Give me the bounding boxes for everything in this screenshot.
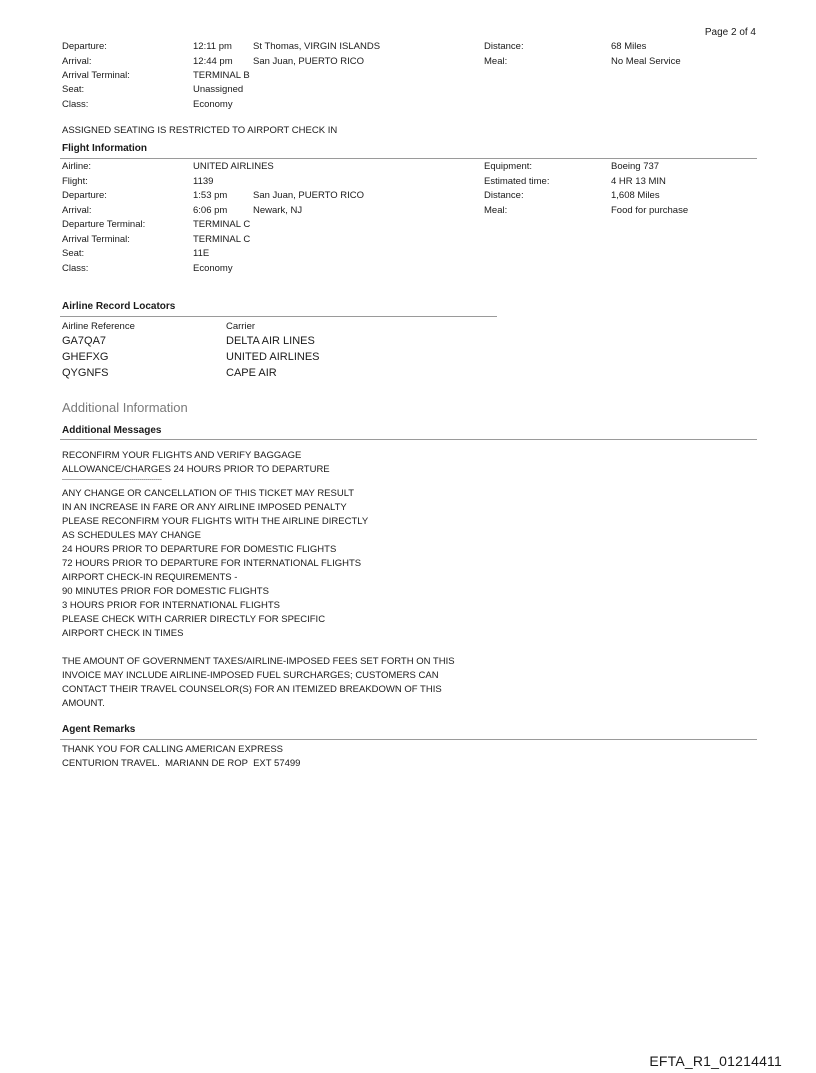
row-value: TERMINAL C <box>193 234 251 245</box>
row-place: San Juan, PUERTO RICO <box>253 190 365 201</box>
row-label: Arrival: <box>62 205 92 216</box>
row-label: Departure Terminal: <box>62 219 146 230</box>
segment-top-row <box>0 70 816 84</box>
locator-reference: GHEFXG <box>62 351 109 363</box>
document-id-footer: EFTA_R1_01214411 <box>649 1053 782 1069</box>
row-right-label: Distance: <box>484 41 524 52</box>
additional-messages-divider <box>60 439 757 440</box>
record-locator-row <box>62 351 662 367</box>
flight-info-row <box>0 176 816 190</box>
row-value: 6:06 pm <box>193 205 228 216</box>
row-label: Class: <box>62 263 89 274</box>
row-right-value: 4 HR 13 MIN <box>611 176 666 187</box>
flight-info-heading: Flight Information <box>62 143 147 154</box>
row-value: 11E <box>193 248 210 259</box>
row-right-label: Meal: <box>484 56 508 67</box>
row-label: Seat: <box>62 248 85 259</box>
row-value: 1:53 pm <box>193 190 228 201</box>
row-right-value: 1,608 Miles <box>611 190 660 201</box>
segment-top-row <box>0 56 816 70</box>
row-place: Newark, NJ <box>253 205 303 216</box>
segment-top-row <box>0 84 816 98</box>
row-label: Flight: <box>62 176 88 187</box>
record-locator-row <box>62 335 662 351</box>
flight-info-row <box>0 248 816 262</box>
flight-info-row <box>0 219 816 233</box>
row-label: Airline: <box>62 161 92 172</box>
message-separator: -------------------------------------------------- <box>62 477 162 483</box>
flight-info-divider <box>60 158 757 159</box>
row-right-label: Estimated time: <box>484 176 550 187</box>
row-label: Departure: <box>62 190 107 201</box>
seating-note: ASSIGNED SEATING IS RESTRICTED TO AIRPORT CHECK IN <box>62 125 338 136</box>
row-right-label: Meal: <box>484 205 508 216</box>
row-right-value: Boeing 737 <box>611 161 660 172</box>
row-value: UNITED AIRLINES <box>193 161 274 172</box>
additional-messages-heading: Additional Messages <box>62 425 162 436</box>
row-value: 12:11 pm <box>193 41 232 52</box>
agent-remarks-heading: Agent Remarks <box>62 724 136 735</box>
record-locators-header <box>0 321 816 335</box>
reconfirm-message: RECONFIRM YOUR FLIGHTS AND VERIFY BAGGAGE ALLOWANCE/CHARGES 24 HOURS PRIOR TO DEPARTURE <box>62 450 330 475</box>
row-right-value: Food for purchase <box>611 205 689 216</box>
locator-carrier: UNITED AIRLINES <box>226 351 320 363</box>
page-number: Page 2 of 4 <box>704 27 756 38</box>
flight-info-row <box>0 161 816 175</box>
flight-info-row <box>0 190 816 204</box>
additional-info-title: Additional Information <box>62 400 188 415</box>
row-value: 1139 <box>193 176 214 187</box>
col-reference-header: Airline Reference <box>62 321 135 332</box>
flight-info-row <box>0 234 816 248</box>
row-value: Economy <box>193 263 233 274</box>
row-label: Class: <box>62 99 89 110</box>
row-right-label: Equipment: <box>484 161 533 172</box>
row-value: TERMINAL B <box>193 70 250 81</box>
row-right-label: Distance: <box>484 190 524 201</box>
row-value: Unassigned <box>193 84 244 95</box>
row-label: Departure: <box>62 41 107 52</box>
locator-carrier: CAPE AIR <box>226 367 277 379</box>
locator-carrier: DELTA AIR LINES <box>226 335 315 347</box>
flight-info-row <box>0 205 816 219</box>
locator-reference: QYGNFS <box>62 367 109 379</box>
taxes-message: THE AMOUNT OF GOVERNMENT TAXES/AIRLINE-IMPOSED FEES SET FORTH ON THIS INVOICE MAY INCLUDE AIRLINE-IMPOSED FUEL SURCHARGES; CUSTOMERS CAN CONTACT THEIR TRAVEL COUNSELOR(S) FOR AN ITEMIZED BREAKDOWN OF THIS AMOUNT. <box>62 656 455 709</box>
agent-remarks-divider <box>60 739 757 740</box>
row-right-value: No Meal Service <box>611 56 681 67</box>
row-place: St Thomas, VIRGIN ISLANDS <box>253 41 381 52</box>
row-value: TERMINAL C <box>193 219 251 230</box>
row-label: Seat: <box>62 84 85 95</box>
change-policy-message: ANY CHANGE OR CANCELLATION OF THIS TICKET MAY RESULT IN AN INCREASE IN FARE OR ANY AIRLINE IMPOSED PENALTY PLEASE RECONFIRM YOUR FLIGHTS WITH THE AIRLINE DIRECTLY AS SCHEDULES MAY CHANGE 24 HOURS PRIOR TO DEPARTURE FOR DOMESTIC FLIGHTS 72 HOURS PRIOR TO DEPARTURE FOR INTERNATIONAL FLIGHTS AIRPORT CHECK-IN REQUIREMENTS - 90 MINUTES PRIOR FOR DOMESTIC FLIGHTS 3 HOURS PRIOR FOR INTERNATIONAL FLIGHTS PLEASE CHECK WITH CARRIER DIRECTLY FOR SPECIFIC AIRPORT CHECK IN TIMES <box>62 488 369 639</box>
record-locators-heading: Airline Record Locators <box>62 301 176 312</box>
row-right-value: 68 Miles <box>611 41 647 52</box>
flight-info-row <box>0 263 816 277</box>
segment-top-row <box>0 99 816 113</box>
record-locators-divider <box>60 316 497 317</box>
row-value: Economy <box>193 99 233 110</box>
locator-reference: GA7QA7 <box>62 335 107 347</box>
col-carrier-header: Carrier <box>226 321 256 332</box>
segment-top-row <box>0 41 816 55</box>
agent-remarks-text: THANK YOU FOR CALLING AMERICAN EXPRESS CENTURION TRAVEL. MARIANN DE ROP EXT 57499 <box>62 744 301 769</box>
row-place: San Juan, PUERTO RICO <box>253 56 365 67</box>
row-value: 12:44 pm <box>193 56 233 67</box>
row-label: Arrival Terminal: <box>62 70 130 81</box>
row-label: Arrival Terminal: <box>62 234 130 245</box>
record-locator-row <box>62 367 662 383</box>
row-label: Arrival: <box>62 56 92 67</box>
